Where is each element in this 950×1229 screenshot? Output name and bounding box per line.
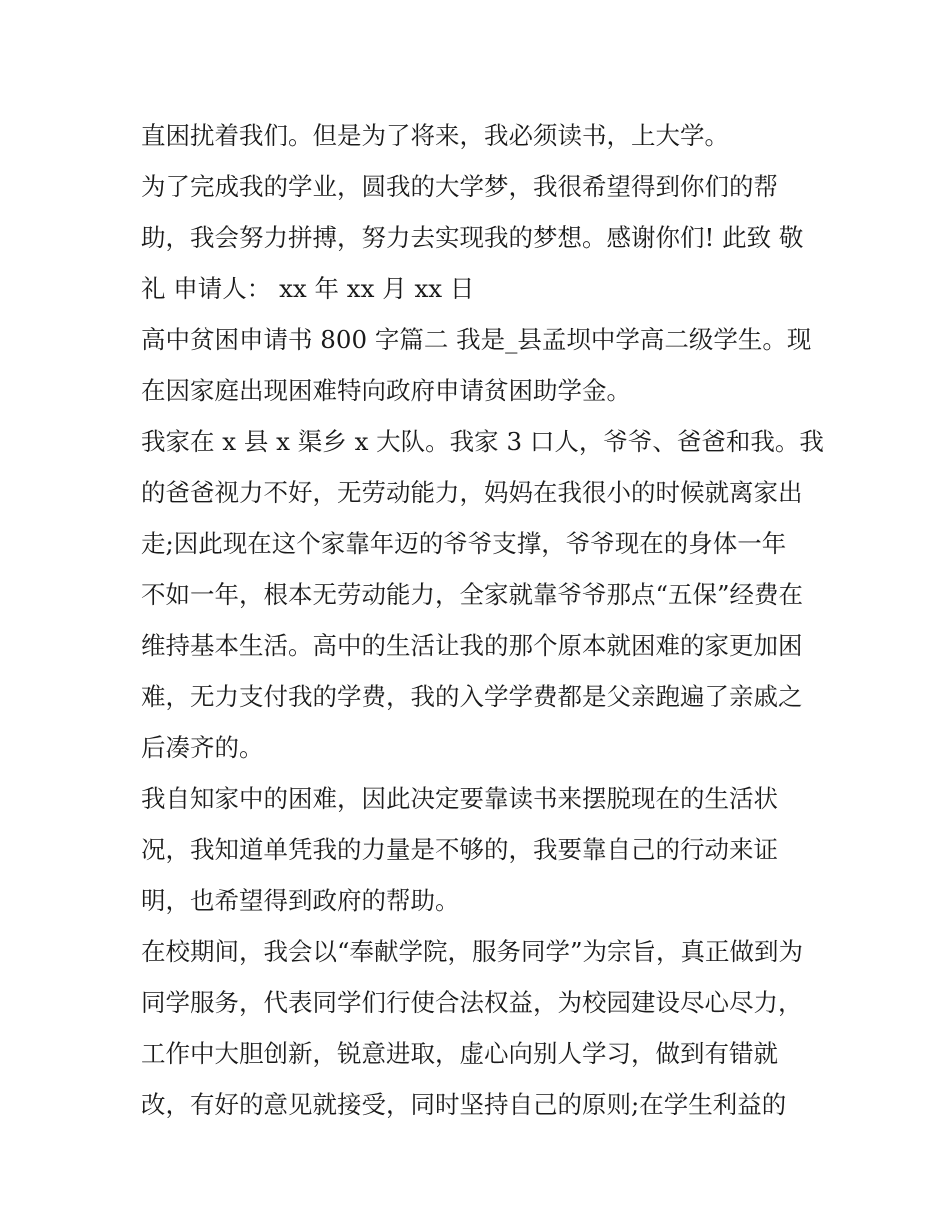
text-line: 后凑齐的。: [141, 733, 264, 762]
text-line: 的爸爸视力不好，无劳动能力，妈妈在我很小的时候就离家出: [141, 478, 803, 507]
text-line: 高中贫困申请书 800 字篇二 我是_县孟坝中学高二级学生。现: [141, 325, 812, 354]
text-line: 我家在 x 县 x 渠乡 x 大队。我家 3 口人，爷爷、爸爸和我。我: [141, 427, 824, 456]
text-line: 在因家庭出现困难特向政府申请贫困助学金。: [141, 376, 631, 405]
text-line: 我自知家中的困难，因此决定要靠读书来摆脱现在的生活状: [141, 784, 778, 813]
document-body: [141, 110, 824, 1130]
text-line: 改，有好的意见就接受，同时坚持自己的原则;在学生利益的: [141, 1090, 787, 1119]
text-line: 为了完成我的学业，圆我的大学梦，我很希望得到你们的帮: [141, 172, 778, 201]
text-line: 直困扰着我们。但是为了将来，我必须读书，上大学。: [141, 121, 729, 150]
text-line: 同学服务，代表同学们行使合法权益，为校园建设尽心尽力，: [141, 988, 803, 1017]
text-line: 工作中大胆创新，锐意进取，虚心向别人学习，做到有错就: [141, 1039, 778, 1068]
text-line: 不如一年，根本无劳动能力，全家就靠爷爷那点“五保”经费在: [141, 580, 804, 609]
text-line: 况，我知道单凭我的力量是不够的，我要靠自己的行动来证: [141, 835, 778, 864]
text-line: 难，无力支付我的学费，我的入学学费都是父亲跑遍了亲戚之: [141, 682, 803, 711]
text-line: 在校期间，我会以“奉献学院，服务同学”为宗旨，真正做到为: [141, 937, 804, 966]
text-line: 走;因此现在这个家靠年迈的爷爷支撑，爷爷现在的身体一年: [141, 529, 787, 558]
text-line: 维持基本生活。高中的生活让我的那个原本就困难的家更加困: [141, 631, 803, 660]
text-line: 明，也希望得到政府的帮助。: [141, 886, 460, 915]
text-line: 礼 申请人： xx 年 xx 月 xx 日: [141, 274, 475, 303]
text-line: 助，我会努力拼搏，努力去实现我的梦想。感谢你们! 此致 敬: [141, 223, 804, 252]
